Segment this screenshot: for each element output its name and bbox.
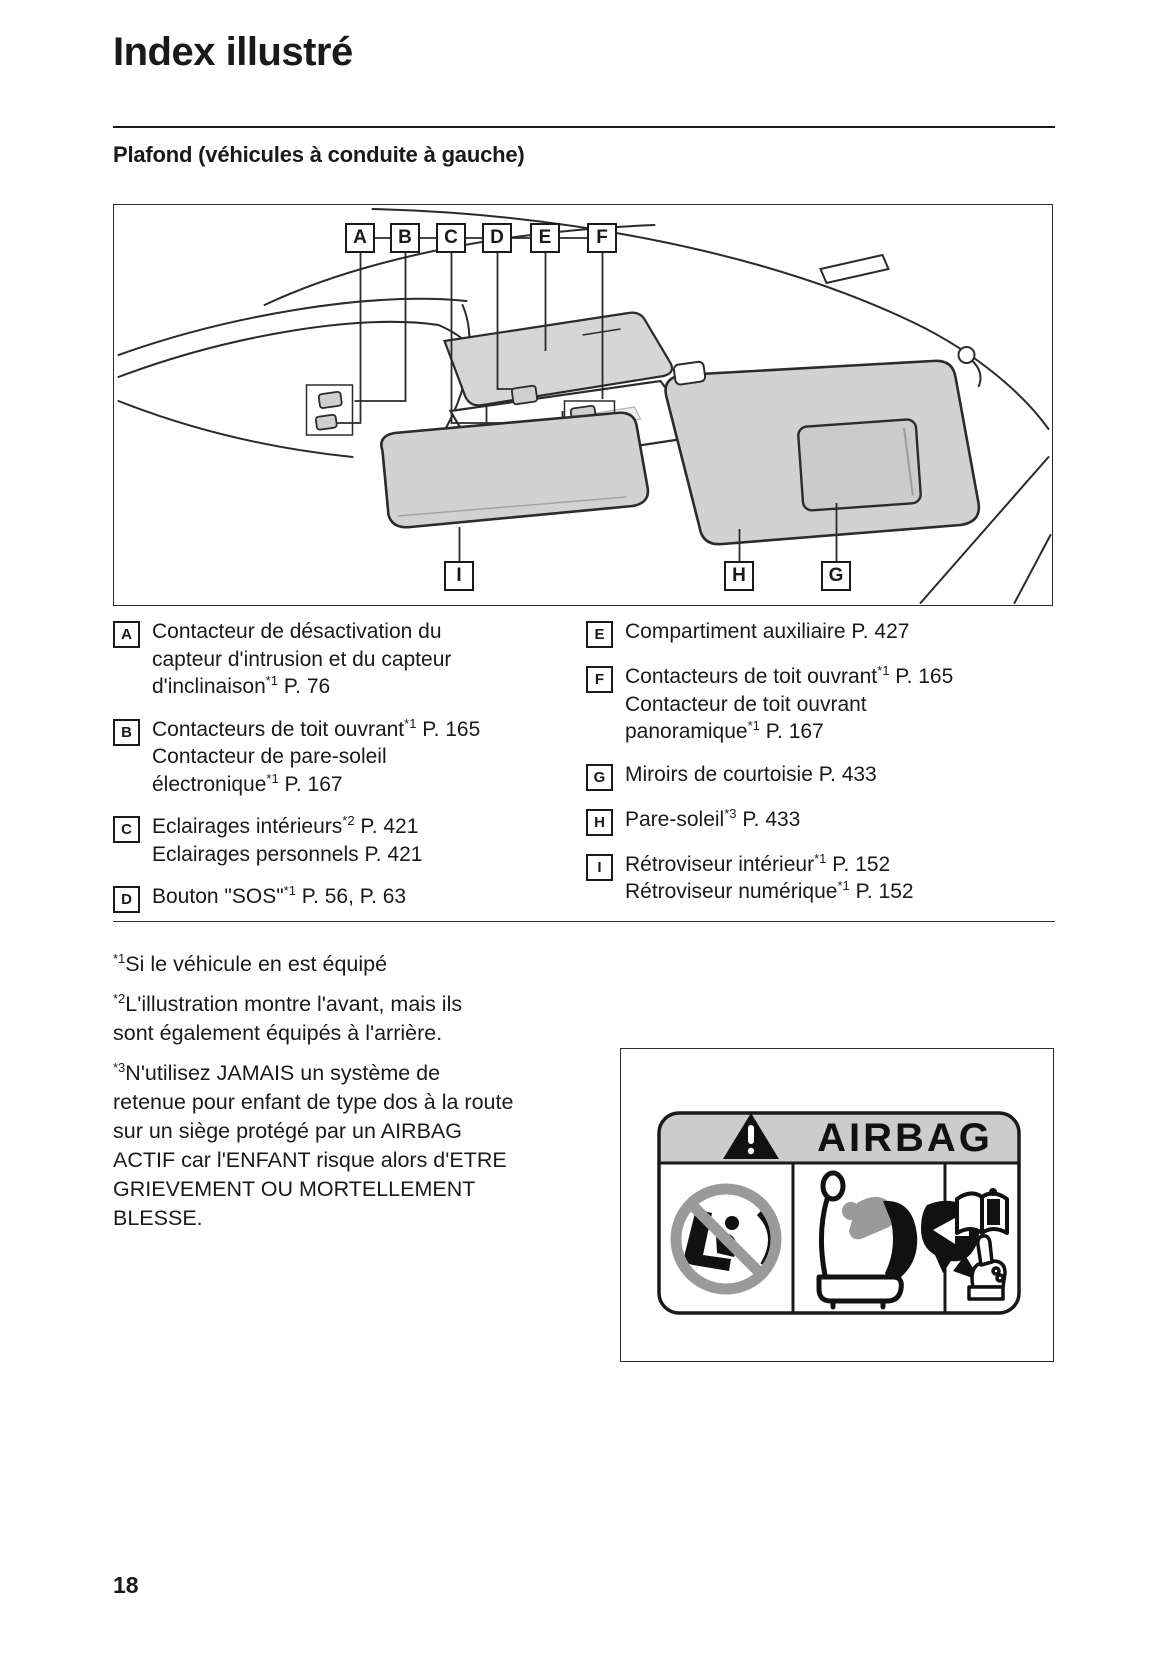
legend-column-left <box>113 618 586 928</box>
callout-F: F <box>587 223 617 253</box>
callout-B: B <box>390 223 420 253</box>
legend-item <box>113 618 586 701</box>
legend-item <box>586 851 1055 906</box>
legend-key-letter: A <box>113 621 140 648</box>
legend-key-letter: G <box>586 764 613 791</box>
page-number: 18 <box>113 1572 139 1598</box>
no-rear-facing-child-seat-icon <box>676 1189 776 1289</box>
airbag-warning-figure <box>620 1048 1054 1362</box>
legend-item-text: Contacteurs de toit ouvrant$^{*1}$ P. 165 Contacteur de pare-soleil électronique$^{*1}$ P. 167 <box>152 715 481 796</box>
reference-marker: *1 <box>283 883 296 898</box>
footnote: $^{*2}$L'illustration montre l'avant, mais ils sont également équipés à l'arrière. <box>113 990 463 1045</box>
legend-key-letter: F <box>586 666 613 693</box>
section-heading: Plafond (véhicules à conduite à gauche) <box>113 142 525 167</box>
legend-item-text: Compartiment auxiliaire P. 427 <box>625 620 910 643</box>
reference-marker: *2 <box>342 813 355 828</box>
legend-item <box>113 883 586 913</box>
callout-A: A <box>345 223 375 253</box>
legend-item <box>113 813 586 868</box>
legend <box>113 618 1055 928</box>
airbag-deployment-seat-icon <box>819 1173 981 1307</box>
footnote-marker: *3 <box>113 1059 126 1075</box>
legend-column-right <box>586 618 1055 928</box>
callout-C: C <box>436 223 466 253</box>
legend-item-text: Pare-soleil$^{*3}$ P. 433 <box>625 805 801 831</box>
footnote: $^{*3}$N'utilisez JAMAIS un système de retenue pour enfant de type dos à la route sur un siège protégé par un AIRBAG ACTIF car l'ENFANT risque alors d'ETRE GRIEVEMENT OU MORTELLEMENT BLESSE. <box>113 1059 514 1230</box>
airbag-label-title: AIRBAG <box>817 1116 993 1160</box>
footnote-marker: *2 <box>113 990 126 1006</box>
legend-item <box>586 663 1055 746</box>
footnote: $^{*1}$Si le véhicule en est équipé <box>113 950 388 976</box>
legend-key-letter: I <box>586 854 613 881</box>
reference-marker: *1 <box>266 770 279 786</box>
reference-marker: *1 <box>747 718 760 733</box>
legend-key-letter: B <box>113 719 140 746</box>
legend-item-text: Eclairages intérieurs$^{*2}$ P. 421 Eclairages personnels P. 421 <box>152 813 423 866</box>
legend-key-letter: D <box>113 886 140 913</box>
legend-item <box>586 806 1055 836</box>
legend-item <box>113 716 586 799</box>
legend-divider <box>113 921 1055 922</box>
reference-marker: *1 <box>837 878 850 893</box>
callout-E: E <box>530 223 560 253</box>
callout-G: G <box>821 561 851 591</box>
legend-key-letter: E <box>586 621 613 648</box>
reference-marker: *1 <box>404 715 417 731</box>
legend-item <box>586 618 1055 648</box>
airbag-warning-label-icon <box>621 1049 1053 1361</box>
reference-marker: *1 <box>877 663 890 678</box>
legend-item-text: Bouton "SOS"$^{*1}$ P. 56, P. 63 <box>152 883 407 908</box>
title-divider <box>113 126 1055 128</box>
legend-item-text: Contacteur de désactivation du capteur d'intrusion et du capteur d'inclinaison$^{*1}$ P. 76 <box>152 620 452 698</box>
footnote-marker: *1 <box>113 950 126 966</box>
legend-item-text: Contacteurs de toit ouvrant$^{*1}$ P. 165 Contacteur de toit ouvrant panoramique$^{*1}$ P. 167 <box>625 663 954 743</box>
ceiling-diagram <box>113 204 1053 606</box>
legend-item <box>586 761 1055 791</box>
legend-item-text: Rétroviseur intérieur$^{*1}$ P. 152 Rétroviseur numérique$^{*1}$ P. 152 <box>625 850 914 903</box>
reference-marker: *1 <box>814 850 827 866</box>
reference-marker: *1 <box>265 673 279 688</box>
page-title: Index illustré <box>113 30 353 74</box>
callout-I: I <box>444 561 474 591</box>
legend-item-text: Miroirs de courtoisie P. 433 <box>625 762 877 786</box>
reference-marker: *3 <box>724 805 737 821</box>
legend-key-letter: H <box>586 809 613 836</box>
legend-key-letter: C <box>113 816 140 843</box>
ceiling-illustration-icon <box>114 205 1052 605</box>
callout-H: H <box>724 561 754 591</box>
footnotes <box>113 950 613 1244</box>
callout-D: D <box>482 223 512 253</box>
